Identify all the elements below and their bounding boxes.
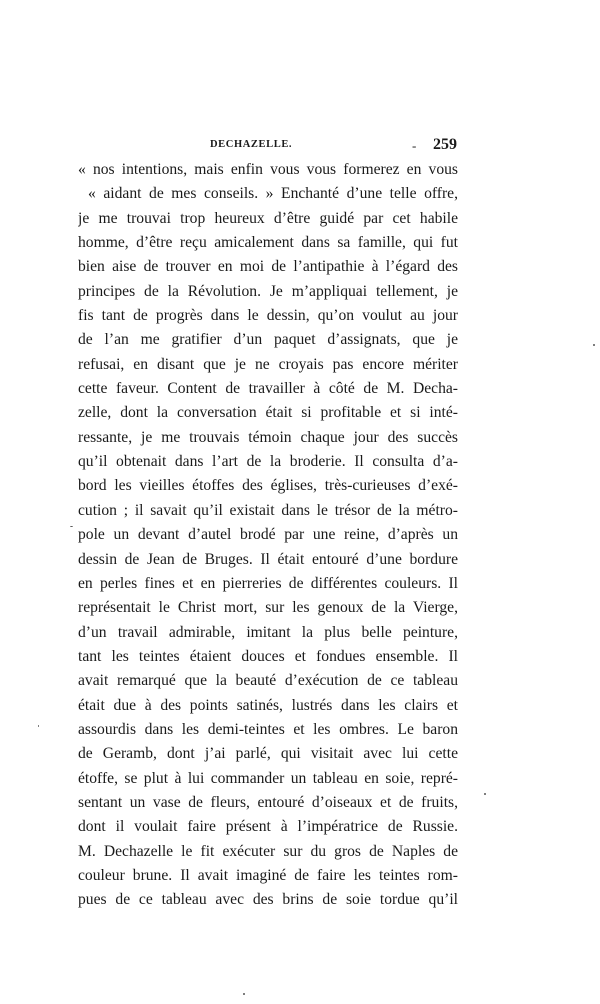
text-line: principes de la Révolution. Je m’appliquai tellement, je [78,282,458,300]
text-line: zelle, dont la conversation était si profitable et si inté- [78,404,458,422]
scan-speck [70,526,73,527]
text-line: je me trouvai trop heureux d’être guidé par cet habile [78,209,458,227]
text-line: « nos intentions, mais enfin vous vous formerez en vous [78,161,458,178]
text-line: d’un travail admirable, imitant la plus belle peinture, [78,623,458,641]
text-line: bord les vieilles étoffes des églises, très-curieuses d’exé- [78,477,458,495]
text-line: cution ; il savait qu’il existait dans le trésor de la métro- [78,501,458,519]
scan-speck [484,793,486,795]
text-line: de Geramb, dont j’ai parlé, qui visitait avec lui cette [78,745,458,763]
text-line: de l’an me gratifier d’un paquet d’assignats, que je [78,331,458,349]
page-number: 259 [433,136,457,153]
text-line: bien aise de trouver en moi de l’antipathie à l’égard des [78,258,458,276]
text-line: qu’il obtenait dans l’art de la broderie. Il consulta d’a- [78,453,458,471]
text-line: avait remarqué que la beauté d’exécution de ce tableau [78,672,458,690]
text-line: assourdis dans les demi-teintes et les ombres. Le baron [78,720,458,738]
text-line: en perles fines et en pierreries de différentes couleurs. Il [78,574,458,592]
running-head-title: DECHAZELLE. [210,139,293,150]
scan-speck [38,725,39,727]
text-line: cette faveur. Content de travailler à côté de M. Decha- [78,380,458,398]
text-line: dessin de Jean de Bruges. Il était entouré d’une bordure [78,550,458,568]
text-line: refusai, en disant que je ne croyais pas encore mériter [78,355,458,373]
text-line: fis tant de progrès dans le dessin, qu’on voulut au jour [78,307,458,325]
text-line: représentait le Christ mort, sur les genoux de la Vierge, [78,599,458,617]
text-line: M. Dechazelle le fit exécuter sur du gros de Naples de [78,842,458,860]
text-line: étoffe, se plut à lui commander un tableau en soie, repré- [78,769,458,787]
text-line: pole un devant d’autel brodé par une reine, d’après un [78,526,458,544]
text-line: « aidant de mes conseils. » Enchanté d’une telle offre, [88,185,458,203]
scan-speck [593,344,595,346]
body-text [78,158,458,913]
text-line: pues de ce tableau avec des brins de soie tordue qu’il [78,891,458,909]
text-line: dont il voulait faire présent à l’impératrice de Russie. [78,818,458,836]
running-head [78,136,457,155]
text-line: couleur brune. Il avait imaginé de faire les teintes rom- [78,866,458,884]
text-line: était due à des points satinés, lustrés dans les clairs et [78,696,458,714]
text-line: ressante, je me trouvais témoin chaque jour des succès [78,428,458,446]
text-line: homme, d’être reçu amicalement dans sa famille, qui fut [78,234,458,252]
running-head-dash: - [412,138,417,153]
scan-speck [243,993,245,995]
text-line: tant les teintes étaient douces et fondues ensemble. Il [78,647,458,665]
text-line: sentant un vase de fleurs, entouré d’oiseaux et de fruits, [78,793,458,811]
